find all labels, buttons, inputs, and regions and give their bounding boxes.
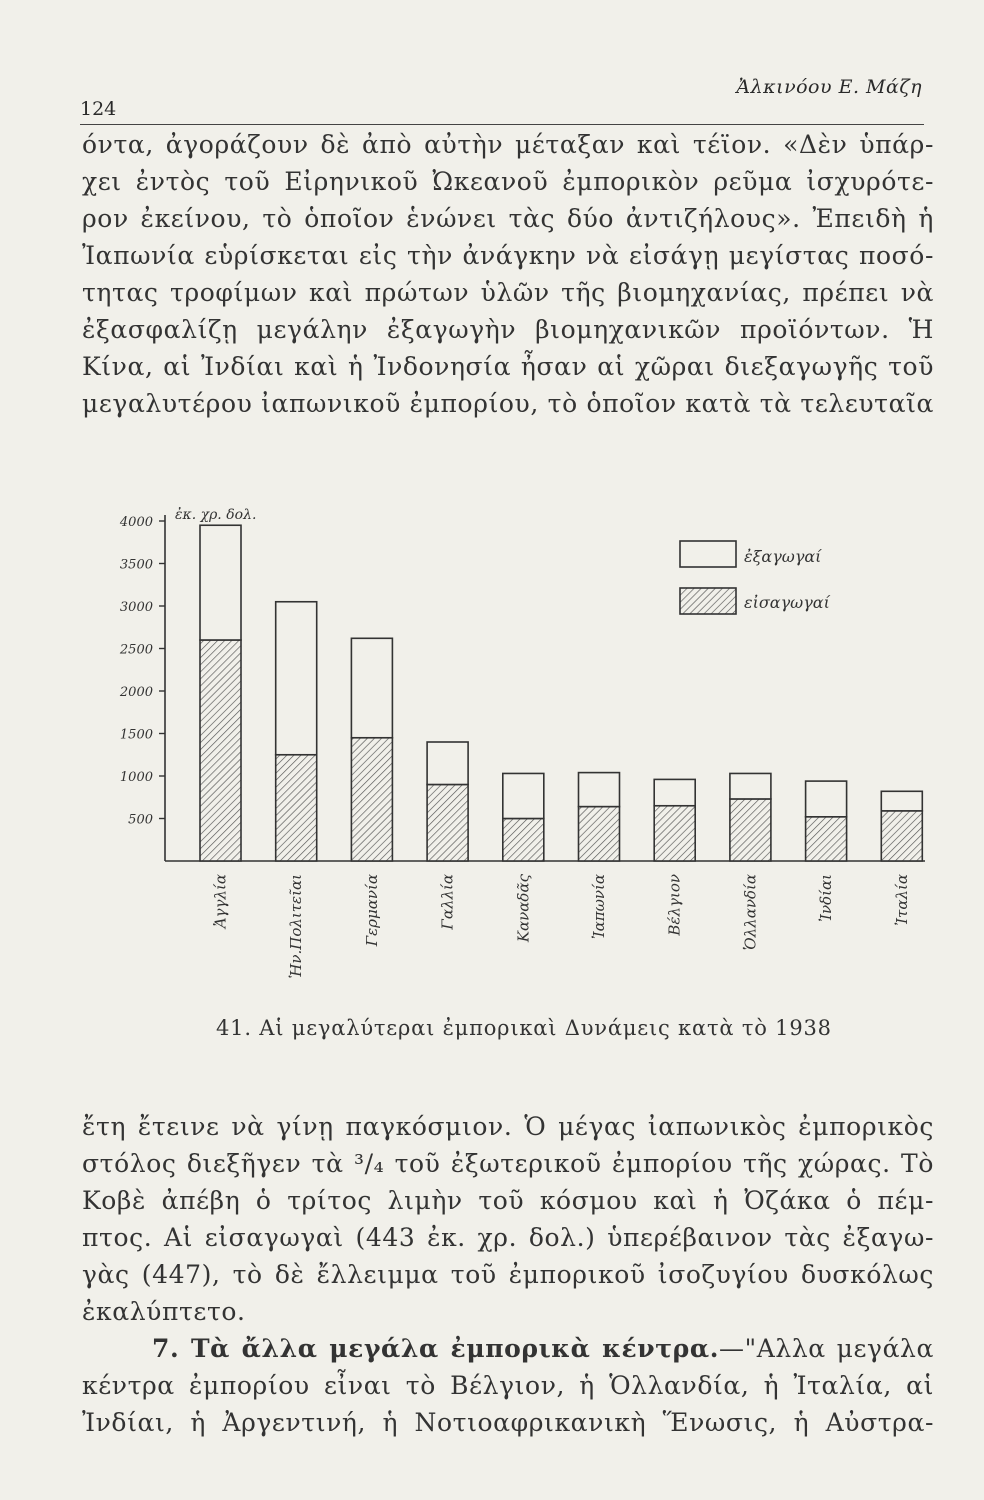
bar-imports — [503, 819, 544, 862]
bar-exports — [503, 773, 544, 818]
y-tick-label: 3500 — [119, 557, 153, 573]
y-tick-label: 2500 — [119, 642, 153, 658]
text-line: μεγαλυτέρου ἰαπωνικοῦ ἐμπορίου, τὸ ὁποῖον κατὰ τὰ τελευταῖα — [82, 389, 934, 418]
x-tick-label: Ἰαπωνία — [590, 874, 608, 940]
y-tick-label: 1500 — [119, 727, 153, 743]
legend-swatch-exports — [680, 541, 736, 567]
bar-exports — [200, 525, 241, 640]
bar-exports — [427, 742, 468, 785]
running-head: Ἀλκινόου Ε. Μάζη — [736, 76, 922, 98]
bar-imports — [806, 817, 847, 861]
x-tick-label: Ἰνδίαι — [817, 874, 836, 922]
text-line: ἔτη ἔτεινε νὰ γίνῃ παγκόσμιον. Ὁ μέγας ἰαπωνικὸς ἐμπορικὸς — [82, 1112, 934, 1141]
y-tick-label: 3000 — [119, 600, 153, 615]
bar-imports — [730, 799, 771, 861]
header-rule — [80, 124, 924, 125]
section-7-text: —"Αλλα μεγάλα — [719, 1334, 934, 1363]
text-line: ἐκαλύπτετο. — [82, 1297, 246, 1326]
bar-exports — [806, 781, 847, 817]
section-title: Τὰ ἄλλα μεγάλα ἐμπορικὰ κέντρα. — [190, 1334, 720, 1363]
x-tick-label: Καναδᾶς — [514, 874, 533, 943]
text-line: ἐξασφαλίζῃ μεγάλην ἐξαγωγὴν βιομηχανικῶν προϊόντων. Ἡ — [82, 315, 934, 344]
y-tick-label: 1000 — [119, 770, 153, 785]
text-line: Ἰνδίαι, ἡ Ἀργεντινή, ἡ Νοτιοαφρικανικὴ Ἕνωσις, ἡ Αὐστρα- — [82, 1408, 934, 1437]
y-axis-unit-label: ἐκ. χρ. δολ. — [175, 507, 257, 523]
bar-imports — [881, 811, 922, 861]
section-number: 7. — [152, 1334, 180, 1363]
bar-exports — [351, 638, 392, 737]
text-line: πτος. Αἱ εἰσαγωγαὶ (443 ἐκ. χρ. δολ.) ὑπερέβαινον τὰς ἐξαγω- — [82, 1223, 934, 1252]
x-tick-label: Ἡν.Πολιτεῖαι — [287, 874, 306, 979]
text-line: κέντρα ἐμπορίου εἶναι τὸ Βέλγιον, ἡ Ὁλλανδία, ἡ Ἰταλία, αἱ — [82, 1371, 934, 1400]
text-line: Ἰαπωνία εὑρίσκεται εἰς τὴν ἀνάγκην νὰ εἰσάγῃ μεγίστας ποσό- — [82, 241, 934, 270]
legend-swatch-imports — [680, 588, 736, 614]
x-tick-label: Ἀγγλία — [211, 874, 230, 929]
bar-imports — [579, 807, 620, 861]
bar-imports — [351, 738, 392, 861]
text-line: στόλος διεξῆγεν τὰ ³/₄ τοῦ ἐξωτερικοῦ ἐμπορίου τῆς χώρας. Τὸ — [82, 1149, 934, 1178]
paragraph-bottom — [82, 1108, 934, 1441]
paragraph-top — [82, 126, 934, 422]
page-number: 124 — [80, 98, 117, 120]
bar-exports — [730, 773, 771, 799]
page-header — [0, 0, 984, 130]
bar-exports — [579, 773, 620, 807]
bar-exports — [881, 791, 922, 811]
text-line: γὰς (447), τὸ δὲ ἔλλειμμα τοῦ ἐμπορικοῦ ἰσοζυγίου δυσκόλως — [82, 1260, 934, 1289]
bar-exports — [276, 602, 317, 755]
x-tick-label: Ἰταλία — [892, 874, 911, 926]
text-line: όντα, ἀγοράζουν δὲ ἀπὸ αὐτὴν μέταξαν καὶ τέϊον. «Δὲν ὑπάρ- — [82, 130, 934, 159]
section-heading — [82, 1334, 719, 1363]
y-tick-label: 2000 — [119, 685, 153, 700]
x-tick-label: Γαλλία — [438, 874, 457, 930]
x-tick-label: Βέλγιον — [665, 874, 684, 936]
text-line: Κίνα, αἱ Ἰνδίαι καὶ ἡ Ἰνδονησία ἦσαν αἱ χῶραι διεξαγωγῆς τοῦ — [82, 352, 934, 381]
bar-imports — [427, 785, 468, 862]
text-line: χει ἐντὸς τοῦ Εἰρηνικοῦ Ὠκεανοῦ ἐμπορικὸν ρεῦμα ἰσχυρότε- — [82, 167, 934, 196]
bar-imports — [276, 755, 317, 861]
legend-label-exports: ἐξαγωγαί — [744, 547, 822, 566]
bar-exports — [654, 779, 695, 805]
text-line: ρον ἐκείνου, τὸ ὁποῖον ἑνώνει τὰς δύο ἀντιζήλους». Ἐπειδὴ ἡ — [82, 204, 934, 233]
legend-label-imports: εἰσαγωγαί — [744, 593, 830, 612]
bar-imports — [200, 640, 241, 861]
x-tick-label: Ὁλλανδία — [741, 874, 760, 951]
section-7-first-line — [82, 1330, 934, 1367]
figure-caption: 41. Αἱ μεγαλύτεραι ἐμπορικαὶ Δυνάμεις κατὰ τὸ 1938 — [216, 1016, 832, 1040]
y-tick-label: 500 — [128, 812, 153, 828]
trade-bar-chart — [0, 490, 984, 1010]
x-tick-label: Γερμανία — [362, 874, 381, 947]
text-line: Κοβὲ ἀπέβη ὁ τρίτος λιμὴν τοῦ κόσμου καὶ ἡ Ὀζάκα ὁ πέμ- — [82, 1186, 934, 1215]
text-line: τητας τροφίμων καὶ πρώτων ὑλῶν τῆς βιομηχανίας, πρέπει νὰ — [82, 278, 934, 307]
y-tick-label: 4000 — [119, 515, 153, 530]
bar-imports — [654, 806, 695, 861]
